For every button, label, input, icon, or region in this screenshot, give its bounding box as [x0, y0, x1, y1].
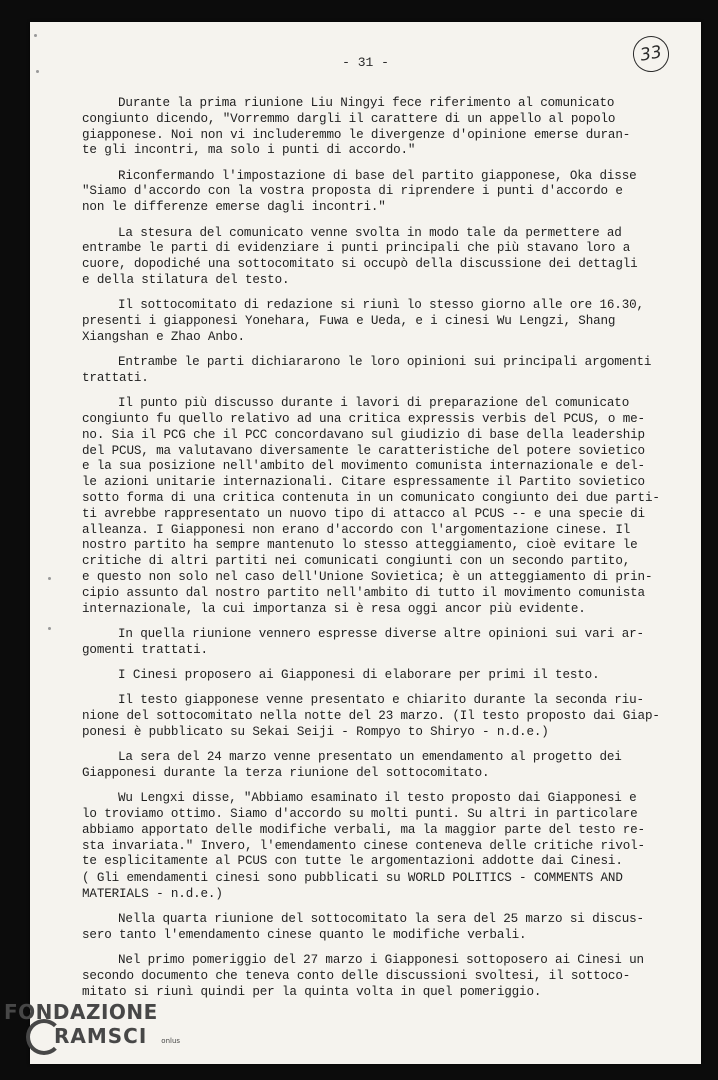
watermark-small-text: onlus: [161, 1037, 181, 1045]
paragraph: La sera del 24 marzo venne presentato un emendamento al progetto dei Giapponesi durante la terza riunione del sottocomitato.: [82, 750, 622, 780]
paragraph: Il punto più discusso durante i lavori di preparazione del comunicato congiunto fu quello relativo ad una critica expressis verbis del PCUS, o me- no. Sia il PCG che il PCC concordavano sul giudizio di base della leadership del PCUS, ma valutavano diversamente le caratteristiche del potere sovietico e la sua posizione nell'ambito del movimento comunista internazionale e del- le azioni unitarie internazionali. Citare espressamente il Partito sovietico sotto forma di una critica contenuta in un comunicato congiunto dei due parti- ti avrebbe rappresentato un nuovo tipo di attacco al PCUS -- e una specie di alleanza. I Giapponesi non erano d'accordo con l'argomentazione cinese. Il nostro partito ha sempre mantenuto lo stesso atteggiamento, cioè evitare le critiche di altri partiti nei comunicati congiunti con un secondo partito, e questo non solo nel caso dell'Unione Sovietica; è un atteggiamento di prin- cipio assunto dal nostro partito nell'ambito di tutto il movimento comunista internazionale, la cui importanza si è resa oggi ancor più evidente.: [82, 396, 660, 616]
paragraph: Durante la prima riunione Liu Ningyi fece riferimento al comunicato congiunto dicendo, "Vorremmo dargli il carattere di un appello al popolo giapponese. Noi non vi includeremmo le divergenze d'opinione emerse duran- te gli incontri, ma solo i punti di accordo.": [82, 96, 631, 158]
paragraph: Nella quarta riunione del sottocomitato la sera del 25 marzo si discus- sero tanto l'emendamento cinese quanto le modifiche verbali.: [82, 911, 644, 942]
paragraph: In quella riunione vennero espresse diverse altre opinioni sui vari ar- gomenti trattati.: [82, 626, 644, 657]
fondazione-gramsci-watermark: [4, 1002, 180, 1046]
paragraph: Nel primo pomeriggio del 27 marzo i Giapponesi sottoposero ai Cinesi un secondo documento che teneva conto delle discussioni svoltesi, il sottoco- mitato si riunì quindi per la quinta volta in quel pomeriggio.: [82, 952, 644, 999]
editor-note: ( Gli emendamenti cinesi sono pubblicati su WORLD POLITICS - COMMENTS AND MATERIALS - n.d.e.): [82, 870, 623, 901]
paragraph: Il testo giapponese venne presentato e chiarito durante la seconda riu- nione del sottocomitato nella notte del 23 marzo. (Il testo proposto dai Giap- ponesi è pubblicato su Sekai Seiji - Rompyo to Shiryo - n.d.e.): [82, 693, 660, 739]
paragraph: Wu Lengxi disse, "Abbiamo esaminato il testo proposto dai Giapponesi e lo troviamo ottimo. Siamo d'accordo su molti punti. Su altri in particolare abbiamo apportato delle modifiche verbali, ma la maggior parte del testo re- sta invariata." Invero, l'emendamento cinese conteneva delle critiche rivol- te esplicitamente al PCUS con tutte le argomentazioni addotte dai Cinesi.: [82, 791, 645, 869]
watermark-line2: [32, 1026, 180, 1046]
page-number: - 31 -: [342, 55, 389, 70]
watermark-line1: FONDAZIONE: [4, 1000, 158, 1024]
punch-hole-mark: [48, 577, 51, 580]
document-page: [30, 22, 701, 1064]
paragraph: I Cinesi proposero ai Giapponesi di elaborare per primi il testo.: [118, 668, 600, 682]
paragraph: Il sottocomitato di redazione si riunì lo stesso giorno alle ore 16.30, presenti i giapponesi Yonehara, Fuwa e Ueda, e i cinesi Wu Lengzi, Shang Xiangshan e Zhao Anbo.: [82, 298, 644, 344]
document-body: [82, 96, 686, 1010]
punch-hole-mark: [34, 34, 37, 37]
punch-hole-mark: [48, 627, 51, 630]
watermark-line2-text: RAMSCI: [54, 1024, 148, 1048]
punch-hole-mark: [36, 70, 39, 73]
paragraph: La stesura del comunicato venne svolta in modo tale da permettere ad entrambe le parti di evidenziare i punti principali che più stavano loro a cuore, dopodiché una sottocomitato si occupò della discussione dei dettagli e della stilatura del testo.: [82, 225, 638, 287]
paragraph: Riconfermando l'impostazione di base del partito giapponese, Oka disse "Siamo d'accordo con la vostra proposta di riprendere i punti d'accordo e non le differenze emerse dagli incontri.": [82, 168, 637, 215]
gramsci-g-logo-icon: [26, 1019, 62, 1055]
handwritten-page-number: 33: [630, 33, 672, 75]
paragraph: Entrambe le parti dichiararono le loro opinioni sui principali argomenti trattati.: [82, 355, 652, 385]
